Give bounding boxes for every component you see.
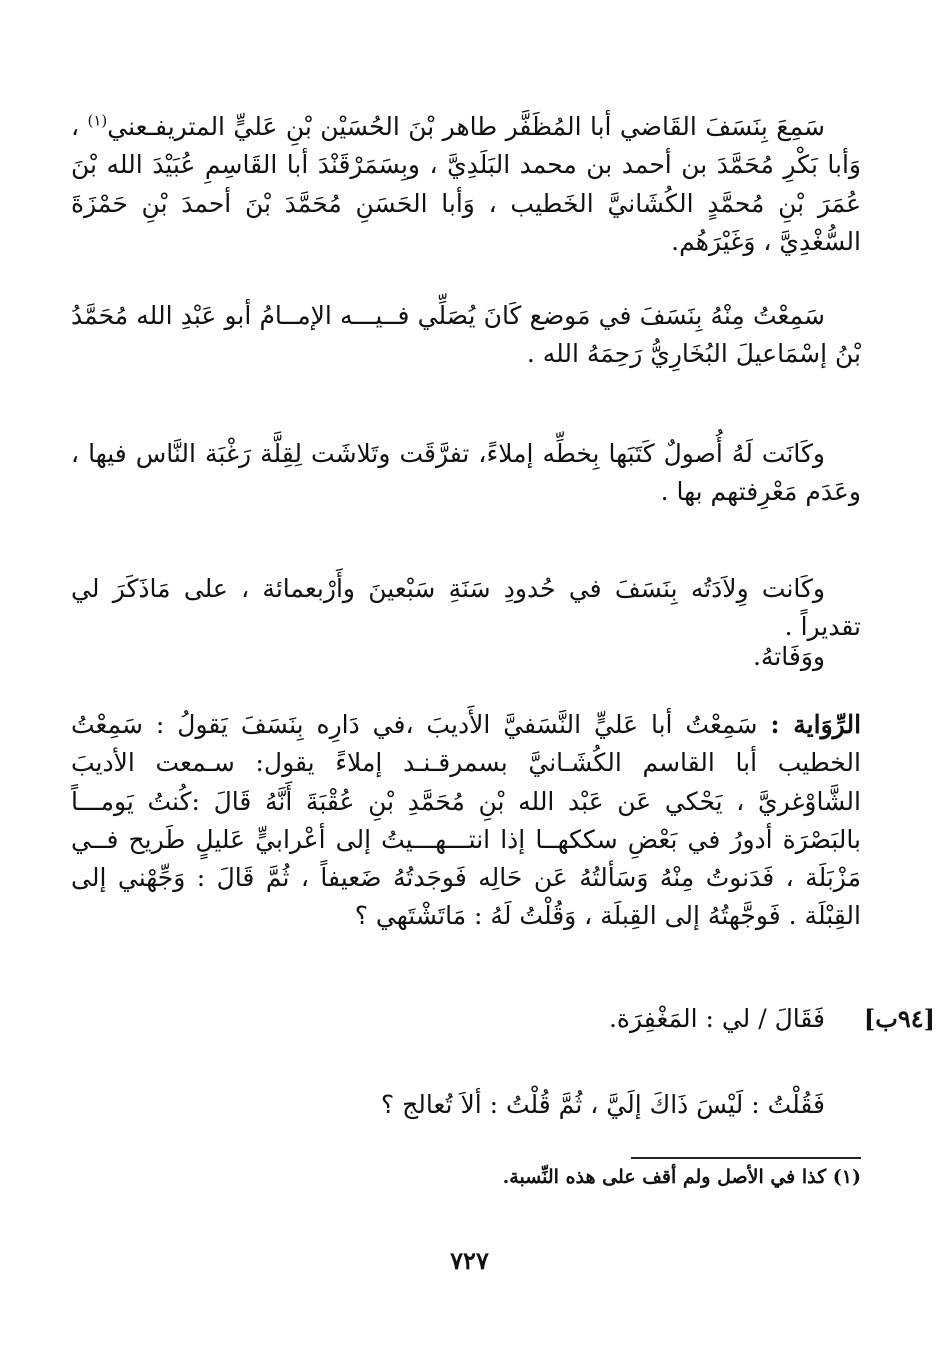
folio-margin-note: [٩٤ب]: [863, 1004, 935, 1033]
page-number: ٧٢٧: [450, 1246, 489, 1275]
riwaya-label: الرِّوَاية :: [770, 710, 862, 739]
paragraph-6: [71, 706, 861, 936]
paragraph-8: فَقُلْتُ : لَيْسَ ذَاكَ إلَيَّ ، ثُمَّ قُلْتُ : ألاَ تُعالج ؟: [380, 1090, 825, 1119]
paragraph-2: سَمِعْتُ مِنْهُ بِنَسَفَ في مَوضع كَانَ يُصَلِّي فــيـــه الإمــامُ أبو عَبْدِ الله مُحَمَّدُ بْنُ إسْمَاعيلَ البُخَارِيُّ رَحِمَهُ الله .: [71, 301, 861, 369]
paragraph-1-text-start: سَمِعَ بِنَسَفَ القَاضي أبا المُظَفَّر طاهر بْنَ الحُسَيْن بْنِ عَليٍّ المتريفـعني: [107, 112, 825, 141]
paragraph-1: [71, 108, 861, 261]
paragraph-3: وكَانَت لَهُ أُصولٌ كَتَبَها بِخطِّه إملاءً، تفرَّقَت وتَلاشَت لِقِلَّة رَغْبَة النَّاس فيها ، وعَدَم مَعْرِفتهم بها .: [71, 439, 861, 507]
footnote-text: (١) كذا في الأصل ولم أقف على هذه النِّسبة.: [502, 1166, 861, 1188]
footnote-marker: (١): [87, 111, 108, 130]
paragraph-4: وكَانت وِلاَدَتُه بِنَسَفَ في حُدودِ سَنَةِ سَبْعينَ وأَرْبعمائة ، على مَاذَكَرَ لي تقديراً .: [71, 574, 861, 642]
paragraph-7: فَقَالَ / لي : المَغْفِرَة.: [608, 1004, 825, 1033]
footnote-divider: [631, 1157, 861, 1159]
riwaya-text: سَمِعْتُ أبا عَليٍّ النَّسَفيَّ الأَديبَ ،في دَارِه بِنَسَفَ يَقولُ : سَمِعْتُ الخطيب أبا القاسم الكُشَـانيَّ بسمرقـنـد إملاءً يقول: سـمعت الأديبَ الشَّاوْغريَّ ، يَحْكي عَن عَبْد الله بْنِ مُحَمَّدِ بْنِ عُقْبَةَ أَنَّهُ قَالَ :كُنتُ يَومـــاً بالبَصْرَة أدورُ في بَعْضِ سككهــا إذا انتـــهـــيتُ إلى أعْرابيٍّ عَليلٍ طَريح فــي مَزْبَلَة ، فَدَنوتُ مِنْهُ وَسَألتُهُ عَن حَالِه فَوجَدتُهُ ضَعيفاً ، ثُمَّ قَالَ : وَجِّهْني إلى القِبْلَة . فَوجَّهتُهُ إلى القِبلَة ، وَقُلْتُ لَهُ : مَاتَشْتَهي ؟: [71, 710, 861, 931]
paragraph-1-text-end: ، وَأبا بَكْرِ مُحَمَّدَ بن أحمد بن محمد البَلَدِيَّ ، وبِسَمَرْقَنْدَ أبا القَاسِمِ عُبَيْدَ الله بْنَ عُمَرَ بْنِ مُحمَّدٍ الكُشَانيَّ الخَطيب ، وَأبا الحَسَنِ مُحَمَّدَ بْنَ أحمدَ بْنِ حَمْزَةَ السُّغْدِيَّ ، وَغَيْرَهُم.: [71, 112, 861, 256]
paragraph-5: ووَفَاتهُ.: [752, 642, 825, 671]
